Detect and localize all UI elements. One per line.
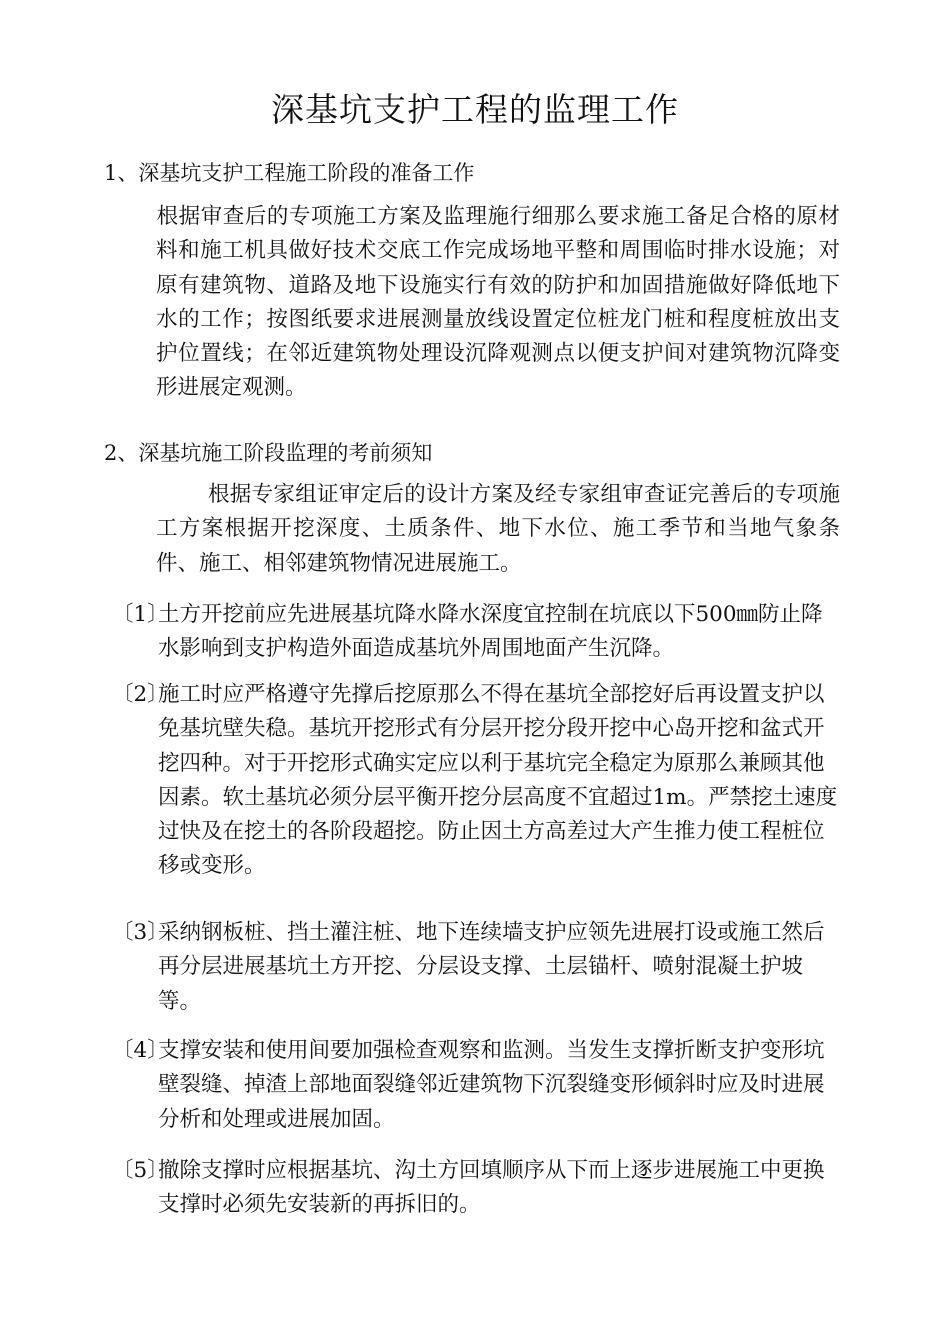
page-title: 深基坑支护工程的监理工作	[271, 90, 679, 129]
list-item-number: 〔5〕	[112, 1158, 169, 1183]
list-item-text: 施工时应严格遵守先撑后挖原那么不得在基坑全部挖好后再设置支护以免基坑壁失稳。基坑开挖形式有分层开挖分段开挖中心岛开挖和盆式开挖四种。对于开挖形式确实定应以利于基坑完全稳定为原那么兼顾其他因素。软土基坑必须分层平衡开挖分层高度不宜超过1m。严禁挖土速度过快及在挖土的各阶段超挖。防止因土方高差过大产生推力使工程桩位移或变形。	[158, 682, 838, 879]
section-1-heading: 1、深基坑支护工程施工阶段的准备工作	[104, 161, 475, 185]
list-item-number: 〔2〕	[112, 682, 169, 707]
section-2-heading: 2、深基坑施工阶段监理的考前须知	[104, 441, 433, 465]
section-1-paragraph	[156, 200, 840, 406]
list-item-text: 撤除支撑时应根据基坑、沟土方回填顺序从下而上逐步进展施工中更换支撑时必须先安装新的再拆旧的。	[158, 1158, 825, 1218]
list-item-2	[112, 678, 840, 884]
list-item-1	[112, 598, 840, 667]
list-item-number: 〔4〕	[112, 1038, 169, 1063]
list-item-text: 支撑安装和使用间要加强检查观察和监测。当发生支撑折断支护变形坑壁裂缝、掉渣上部地面裂缝邻近建筑物下沉裂缝变形倾斜时应及时进展分析和处理或进展加固。	[158, 1038, 825, 1132]
list-item-number: 〔1〕	[112, 602, 169, 627]
list-item-number: 〔3〕	[112, 920, 169, 945]
list-item-4	[112, 1034, 840, 1137]
list-item-text: 采纳钢板桩、挡土灌注桩、地下连续墙支护应领先进展打设或施工然后再分层进展基坑土方开挖、分层设支撑、土层锚杆、喷射混凝土护坡等。	[158, 920, 825, 1014]
list-item-text: 土方开挖前应先进展基坑降水降水深度宜控制在坑底以下500㎜防止降水影响到支护构造外面造成基坑外周围地面产生沉降。	[158, 602, 823, 662]
section-2-paragraph: 根据专家组证审定后的设计方案及经专家组审查证完善后的专项施工方案根据开挖深度、土质条件、地下水位、施工季节和当地气象条件、施工、相邻建筑物情况进展施工。	[156, 482, 840, 576]
list-item-5	[112, 1154, 840, 1223]
section-1-paragraph-text: 根据审查后的专项施工方案及监理施行细那么要求施工备足合格的原材料和施工机具做好技术交底工作完成场地平整和周围临时排水设施；对原有建筑物、道路及地下设施实行有效的防护和加固措施做好降低地下水的工作；按图纸要求进展测量放线设置定位桩龙门桩和程度桩放出支护位置线；在邻近建筑物处理设沉降观测点以便支护间对建筑物沉降变形进展定观测。	[156, 204, 840, 401]
list-item-3	[112, 916, 840, 1019]
